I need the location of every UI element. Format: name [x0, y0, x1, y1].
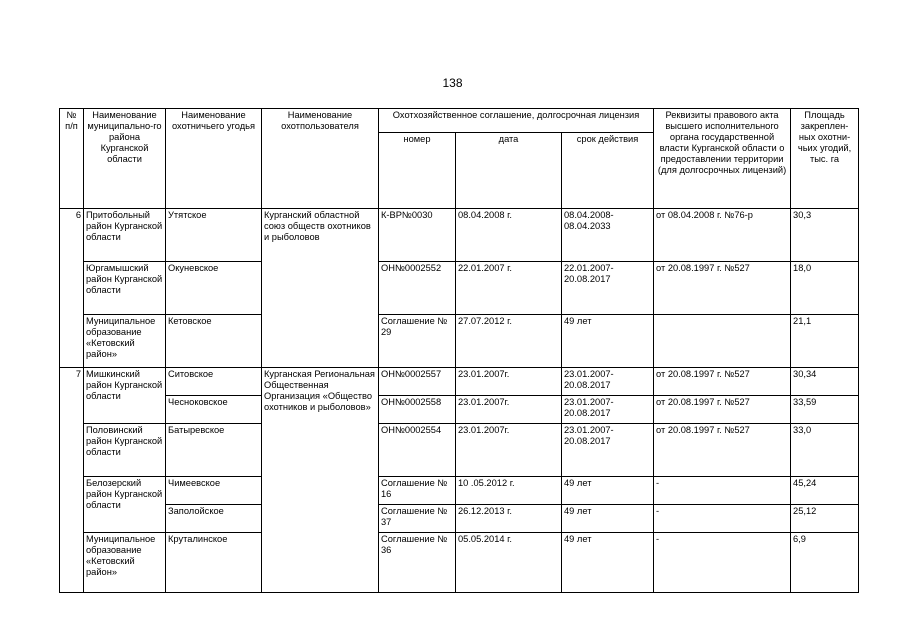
header-agreement-number: номер — [379, 133, 456, 209]
header-district: Наименование муниципально-го района Курганской области — [84, 109, 166, 209]
table-row — [60, 396, 859, 424]
hunting-grounds-table — [59, 108, 859, 593]
agreement-term-cell: 49 лет — [562, 477, 654, 505]
page-number: 138 — [442, 76, 463, 90]
area-cell: 33,59 — [791, 396, 859, 424]
act-cell — [654, 315, 791, 368]
user-cell: Курганская Региональная Общественная Организация «Общество охотников и рыболовов» — [262, 368, 379, 593]
ground-cell: Чимеевское — [166, 477, 262, 505]
district-cell: Муниципальное образование «Кетовский район» — [84, 315, 166, 368]
agreement-date-cell: 26.12.2013 г. — [456, 505, 562, 533]
user-cell: Курганский областной союз обществ охотников и рыболовов — [262, 209, 379, 368]
act-cell: - — [654, 477, 791, 505]
agreement-date-cell: 10 .05.2012 г. — [456, 477, 562, 505]
act-cell: от 20.08.1997 г. №527 — [654, 396, 791, 424]
agreement-number-cell: Соглашение № 37 — [379, 505, 456, 533]
agreement-date-cell: 22.01.2007 г. — [456, 262, 562, 315]
district-cell: Притобольный район Курганской области — [84, 209, 166, 262]
act-cell: от 20.08.1997 г. №527 — [654, 262, 791, 315]
table-row — [60, 209, 859, 262]
district-cell: Юргамышский район Курганской области — [84, 262, 166, 315]
area-cell: 6,9 — [791, 533, 859, 593]
agreement-number-cell: ОН№0002558 — [379, 396, 456, 424]
agreement-term-cell: 49 лет — [562, 533, 654, 593]
agreement-date-cell: 23.01.2007г. — [456, 368, 562, 396]
area-cell: 45,24 — [791, 477, 859, 505]
ground-cell: Круталинское — [166, 533, 262, 593]
area-cell: 21,1 — [791, 315, 859, 368]
agreement-number-cell: ОН№0002554 — [379, 424, 456, 477]
agreement-number-cell: ОН№0002552 — [379, 262, 456, 315]
area-cell: 18,0 — [791, 262, 859, 315]
agreement-term-cell: 49 лет — [562, 505, 654, 533]
agreement-term-cell: 23.01.2007-20.08.2017 — [562, 424, 654, 477]
ground-cell: Окуневское — [166, 262, 262, 315]
agreement-date-cell: 23.01.2007г. — [456, 396, 562, 424]
table-row — [60, 315, 859, 368]
table-row — [60, 505, 859, 533]
header-agreement: Охотхозяйственное соглашение, долгосрочная лицензия — [379, 109, 654, 133]
agreement-number-cell: Соглашение № 29 — [379, 315, 456, 368]
area-cell: 30,3 — [791, 209, 859, 262]
act-cell: от 20.08.1997 г. №527 — [654, 424, 791, 477]
district-cell: Мишкинский район Курганской области — [84, 368, 166, 424]
agreement-term-cell: 08.04.2008-08.04.2033 — [562, 209, 654, 262]
act-cell: от 20.08.1997 г. №527 — [654, 368, 791, 396]
area-cell: 30,34 — [791, 368, 859, 396]
district-cell: Половинский район Курганской области — [84, 424, 166, 477]
ground-cell: Чесноковское — [166, 396, 262, 424]
agreement-number-cell: Соглашение № 36 — [379, 533, 456, 593]
ground-cell: Кетовское — [166, 315, 262, 368]
ground-cell: Заполойское — [166, 505, 262, 533]
row-num: 7 — [60, 368, 84, 593]
header-user: Наименование охотпользователя — [262, 109, 379, 209]
agreement-number-cell: Соглашение № 16 — [379, 477, 456, 505]
table-row — [60, 477, 859, 505]
agreement-date-cell: 05.05.2014 г. — [456, 533, 562, 593]
table-row — [60, 262, 859, 315]
act-cell: от 08.04.2008 г. №76-р — [654, 209, 791, 262]
header-act: Реквизиты правового акта высшего исполнительного органа государственной власти Курганской области о предоставлении территории (для долгосрочных лицензий) — [654, 109, 791, 209]
table-row — [60, 533, 859, 593]
act-cell: - — [654, 505, 791, 533]
agreement-term-cell: 23.01.2007-20.08.2017 — [562, 396, 654, 424]
agreement-date-cell: 23.01.2007г. — [456, 424, 562, 477]
agreement-date-cell: 08.04.2008 г. — [456, 209, 562, 262]
agreement-number-cell: К-ВР№0030 — [379, 209, 456, 262]
ground-cell: Батыревское — [166, 424, 262, 477]
header-agreement-date: дата — [456, 133, 562, 209]
agreement-term-cell: 22.01.2007-20.08.2017 — [562, 262, 654, 315]
agreement-term-cell: 23.01.2007-20.08.2017 — [562, 368, 654, 396]
agreement-number-cell: ОН№0002557 — [379, 368, 456, 396]
agreement-term-cell: 49 лет — [562, 315, 654, 368]
area-cell: 33,0 — [791, 424, 859, 477]
agreement-date-cell: 27.07.2012 г. — [456, 315, 562, 368]
act-cell: - — [654, 533, 791, 593]
table-row — [60, 424, 859, 477]
row-num: 6 — [60, 209, 84, 368]
table-row — [60, 368, 859, 396]
district-cell: Белозерский район Курганской области — [84, 477, 166, 533]
header-ground: Наименование охотничьего угодья — [166, 109, 262, 209]
header-agreement-term: срок действия — [562, 133, 654, 209]
area-cell: 25,12 — [791, 505, 859, 533]
ground-cell: Ситовское — [166, 368, 262, 396]
ground-cell: Утятское — [166, 209, 262, 262]
header-area: Площадь закреплен-ных охотни-чьих угодий, тыс. га — [791, 109, 859, 209]
header-num: № п/п — [60, 109, 84, 209]
district-cell: Муниципальное образование «Кетовский район» — [84, 533, 166, 593]
